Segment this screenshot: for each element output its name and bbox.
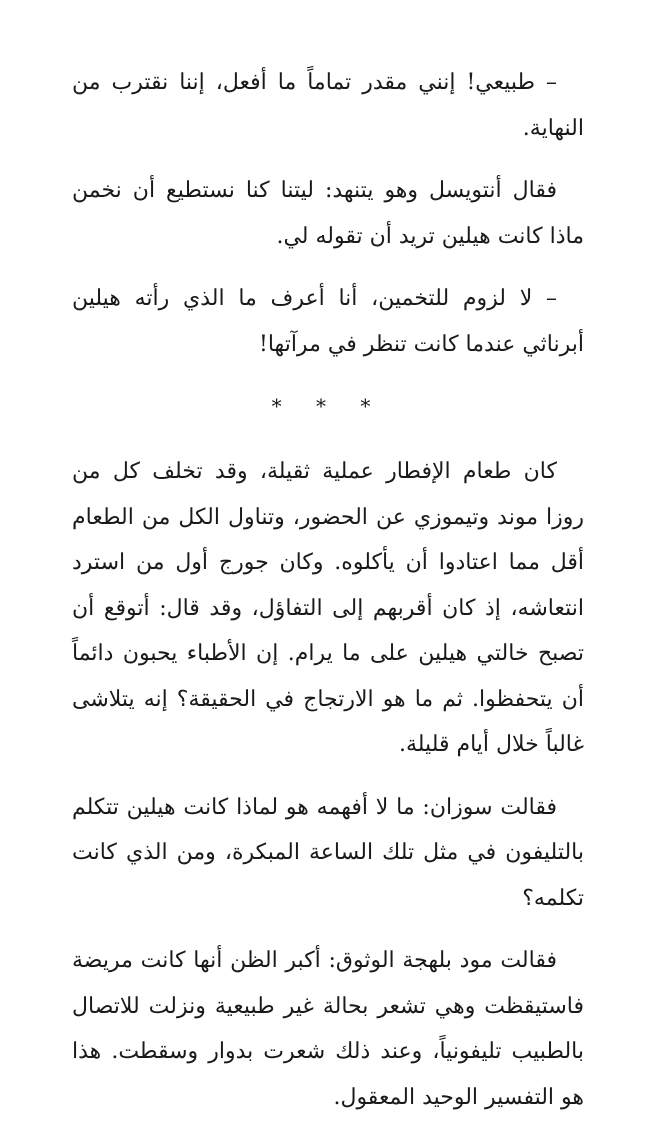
paragraph-2: فقال أنتويسل وهو يتنهد: ليتنا كنا نستطيع أن نخمن ماذا كانت هيلين تريد أن تقوله لي. [72,178,584,249]
paragraph-3: – لا لزوم للتخمين، أنا أعرف ما الذي رأته هيلين أبرناثي عندما كانت تنظر في مرآتها! [72,286,584,357]
paragraph-6: فقالت مود بلهجة الوثوق: أكبر الظن أنها كانت مريضة فاستيقظت وهي تشعر بحالة غير طبيعية ونزلت للاتصال بالطبيب تليفونياً، وعند ذلك شعرت بدوار وسقطت. هذا هو التفسير الوحيد المعقول. [72,948,584,1110]
book-page [72,60,584,1137]
paragraph-4: كان طعام الإفطار عملية ثقيلة، وقد تخلف كل من روزا موند وتيموزي عن الحضور، وتناول الكل من الطعام أقل مما اعتادوا أن يأكلوه. وكان جورج أول من استرد انتعاشه، إذ كان أقربهم إلى التفاؤل، وقد قال: أتوقع أن تصبح خالتي هيلين على ما يرام. إن الأطباء يحبون دائماً أن يتحفظوا. ثم ما هو الارتجاج في الحقيقة؟ إنه يتلاشى غالباً خلال أيام قليلة. [72,459,584,757]
section-separator: * * * [271,394,385,418]
paragraph-1: – طبيعي! إنني مقدر تماماً ما أفعل، إننا نقترب من النهاية. [72,70,584,141]
paragraph-5: فقالت سوزان: ما لا أفهمه هو لماذا كانت هيلين تتكلم بالتليفون في مثل تلك الساعة المبكرة، ومن الذي كانت تكلمه؟ [72,794,584,911]
